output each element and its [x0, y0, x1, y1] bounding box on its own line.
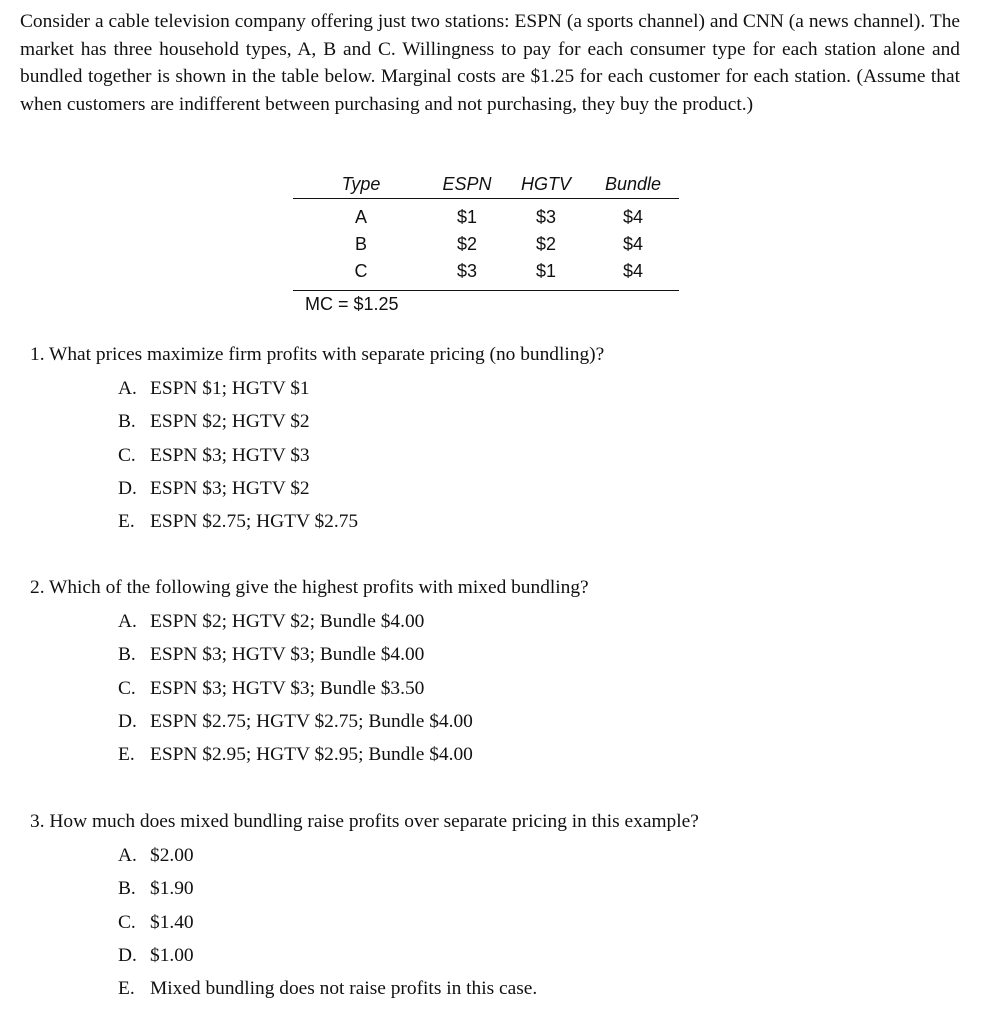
cell-hgtv: $2 — [535, 234, 557, 254]
option-letter: D. — [118, 710, 137, 732]
option-letter: C. — [118, 444, 136, 466]
cell-espn: $2 — [456, 234, 478, 254]
answer-option[interactable] — [118, 609, 589, 642]
cell-type: B — [354, 234, 367, 254]
header-bundle: Bundle — [587, 170, 679, 199]
answer-option[interactable] — [118, 742, 589, 775]
cell-bundle: $4 — [622, 207, 644, 227]
question-number: 3. — [30, 811, 45, 832]
option-text: $1.40 — [150, 911, 194, 933]
question-stem — [30, 575, 589, 601]
answer-option[interactable] — [118, 509, 604, 542]
cell-hgtv: $3 — [535, 207, 557, 227]
intro-paragraph: Consider a cable television company offering just two stations: ESPN (a sports channel) and CNN (a news channel). The market has three household types, A, B and C. Willingness to pay for each consumer type for each station alone and bundled together is shown in the table below. Marginal costs are $1.25 for each customer for each station. (Assume that when customers are indifferent between purchasing and not purchasing, they buy the product.) — [20, 11, 960, 115]
table-header-row — [293, 170, 679, 199]
option-text: ESPN $3; HGTV $2 — [150, 477, 310, 499]
option-letter: A. — [118, 378, 137, 399]
option-text: ESPN $2; HGTV $2; Bundle $4.00 — [150, 611, 425, 632]
marginal-cost-note: MC = $1.25 — [305, 294, 399, 314]
table-row — [293, 258, 679, 291]
answer-option[interactable] — [118, 910, 699, 943]
question-1 — [30, 342, 604, 542]
option-text: $1.90 — [150, 878, 194, 900]
answer-option[interactable] — [118, 476, 604, 509]
option-letter: A. — [118, 611, 137, 632]
question-text: What prices maximize firm profits with separate pricing (no bundling)? — [49, 344, 605, 365]
question-stem — [30, 809, 699, 835]
answer-option[interactable] — [118, 443, 604, 476]
cell-type: A — [354, 207, 367, 227]
option-text: ESPN $1; HGTV $1 — [150, 378, 310, 399]
answer-options — [30, 609, 589, 775]
cell-type: C — [293, 258, 429, 291]
question-number: 2. — [30, 577, 45, 598]
option-text: $1.00 — [150, 944, 194, 966]
option-letter: E. — [118, 511, 135, 533]
willingness-to-pay-table — [293, 170, 679, 291]
option-text: ESPN $2.75; HGTV $2.75; Bundle $4.00 — [150, 710, 473, 732]
header-type: Type — [293, 170, 429, 199]
option-text: ESPN $2.75; HGTV $2.75 — [150, 511, 359, 533]
option-text: ESPN $3; HGTV $3; Bundle $4.00 — [150, 644, 425, 666]
answer-option[interactable] — [118, 943, 699, 976]
answer-option[interactable] — [118, 976, 699, 1009]
question-number: 1. — [30, 344, 45, 365]
answer-option[interactable] — [118, 409, 604, 442]
cell-hgtv: $1 — [505, 258, 587, 291]
question-2 — [30, 575, 589, 775]
question-text: Which of the following give the highest profits with mixed bundling? — [49, 577, 589, 598]
cell-bundle: $4 — [622, 234, 644, 254]
option-letter: B. — [118, 644, 136, 666]
option-letter: C. — [118, 677, 136, 699]
table-row — [293, 199, 679, 232]
option-letter: A. — [118, 845, 137, 866]
option-letter: B. — [118, 878, 136, 900]
table-row — [293, 231, 679, 258]
question-3 — [30, 809, 699, 1009]
option-letter: E. — [118, 978, 135, 1000]
header-hgtv: HGTV — [505, 170, 587, 199]
option-letter: D. — [118, 477, 137, 499]
answer-options — [30, 843, 699, 1009]
option-letter: C. — [118, 911, 136, 933]
cell-espn: $3 — [429, 258, 505, 291]
option-text: $2.00 — [150, 845, 194, 866]
option-letter: E. — [118, 744, 135, 766]
cell-espn: $1 — [456, 207, 478, 227]
question-stem — [30, 342, 604, 368]
option-text: Mixed bundling does not raise profits in this case. — [150, 978, 538, 1000]
answer-options — [30, 376, 604, 542]
option-text: ESPN $2; HGTV $2 — [150, 411, 310, 433]
question-text: How much does mixed bundling raise profits over separate pricing in this example? — [49, 811, 699, 832]
answer-option[interactable] — [118, 642, 589, 675]
option-letter: D. — [118, 944, 137, 966]
answer-option[interactable] — [118, 676, 589, 709]
cell-bundle: $4 — [587, 258, 679, 291]
option-text: ESPN $2.95; HGTV $2.95; Bundle $4.00 — [150, 744, 473, 766]
answer-option[interactable] — [118, 709, 589, 742]
option-text: ESPN $3; HGTV $3 — [150, 444, 310, 466]
header-espn: ESPN — [429, 170, 505, 199]
answer-option[interactable] — [118, 376, 604, 409]
answer-option[interactable] — [118, 876, 699, 909]
answer-option[interactable] — [118, 843, 699, 876]
option-text: ESPN $3; HGTV $3; Bundle $3.50 — [150, 677, 425, 699]
option-letter: B. — [118, 411, 136, 433]
